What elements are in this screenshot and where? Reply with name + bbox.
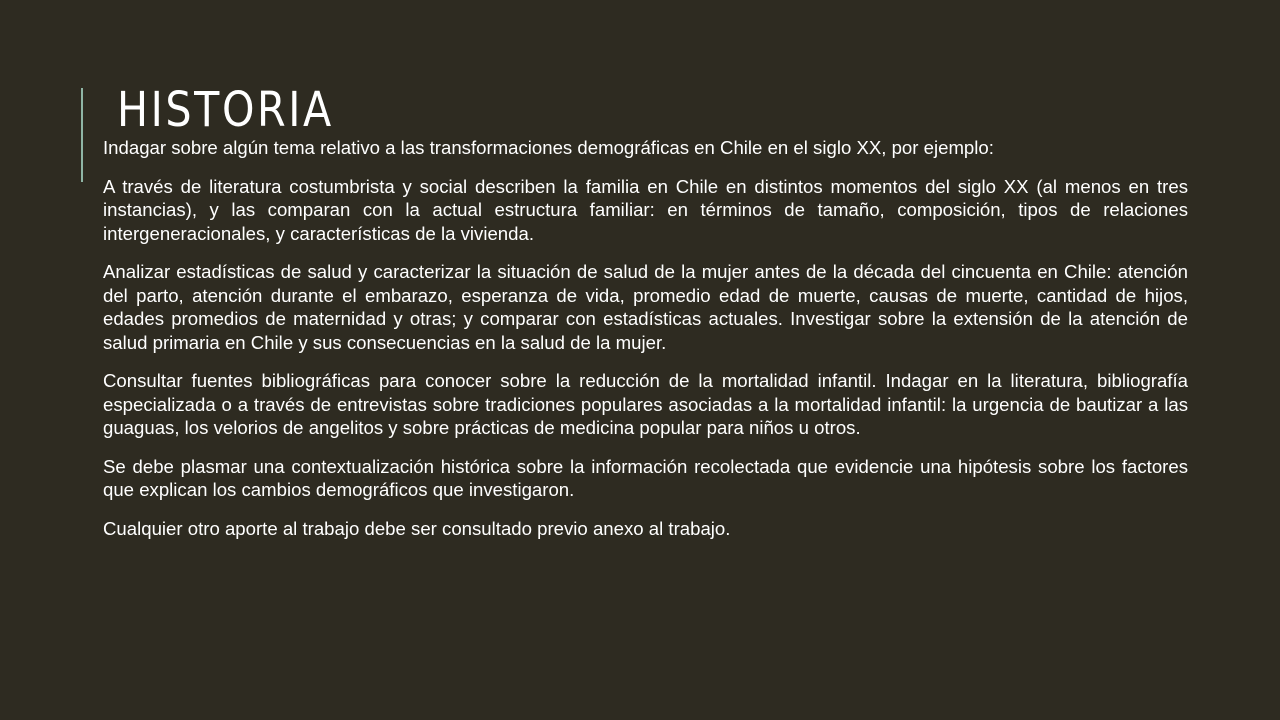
paragraph-intro: Indagar sobre algún tema relativo a las transformaciones demográficas en Chile en el siglo XX, por ejemplo: <box>103 137 994 158</box>
paragraph-family-literature: A través de literatura costumbrista y social describen la familia en Chile en distintos momentos del siglo XX (al menos en tres instancias), y las comparan con la actual estructura familiar: en términos de tamaño, composición, tipos de relaciones intergeneracionales, y características de la vivienda. <box>103 175 1188 244</box>
paragraph-other-contributions: Cualquier otro aporte al trabajo debe ser consultado previo anexo al trabajo. <box>103 517 731 539</box>
title-accent-bar <box>81 88 83 182</box>
slide-title: HISTORIA <box>117 82 334 138</box>
paragraph-health-statistics: Analizar estadísticas de salud y caracterizar la situación de salud de la mujer antes de la década del cincuenta en Chile: atención del parto, atención durante el embarazo, esperanza de vida, promedio edad de muerte, causas de muerte, cantidad de hijos, edades promedios de maternidad y otras; y comparar con estadísticas actuales. Investigar sobre la extensión de la atención de salud primaria en Chile y sus consecuencias en la salud de la mujer. <box>103 261 1188 353</box>
slide-body <box>103 136 1188 555</box>
paragraph-historical-context: Se debe plasmar una contextualización histórica sobre la información recolectada que evidencie una hipótesis sobre los factores que explican los cambios demográficos que investigaron. <box>103 455 1188 500</box>
paragraph-infant-mortality: Consultar fuentes bibliográficas para conocer sobre la reducción de la mortalidad infantil. Indagar en la literatura, bibliografía especializada o a través de entrevistas sobre tradiciones populares asociadas a la mortalidad infantil: la urgencia de bautizar a las guaguas, los velorios de angelitos y sobre prácticas de medicina popular para niños u otros. <box>103 370 1188 438</box>
